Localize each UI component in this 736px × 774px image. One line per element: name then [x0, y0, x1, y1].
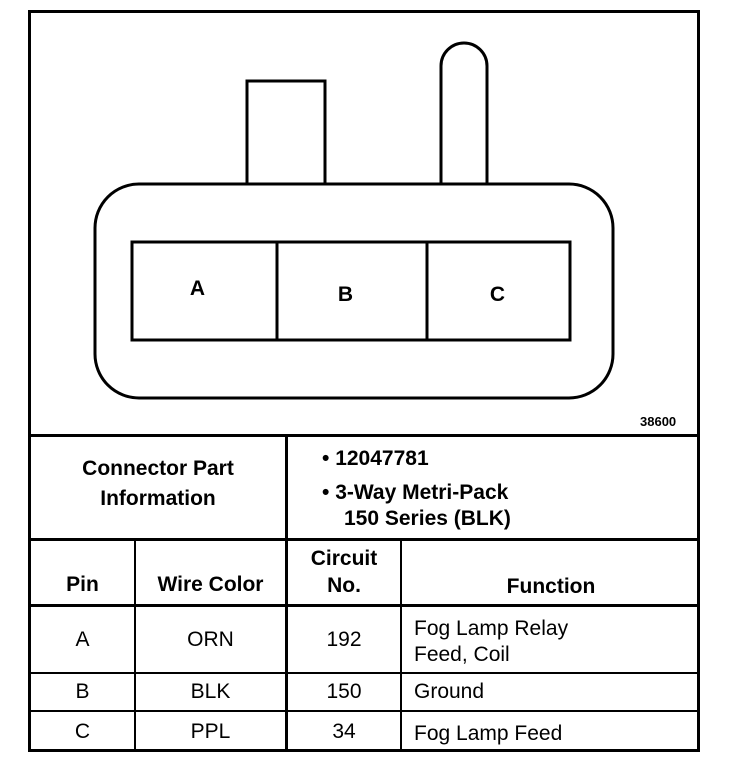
header-wire-color: Wire Color — [157, 573, 264, 596]
header-circuit-line2: No. — [327, 574, 361, 597]
cavity-label-b: B — [337, 283, 354, 306]
row-a-pin: A — [75, 627, 90, 651]
row-b-circuit: 150 — [326, 680, 362, 703]
row-c-wire-color: PPL — [190, 720, 231, 743]
cavity-label-c: C — [489, 283, 506, 306]
cavity-label-a: A — [189, 277, 206, 300]
header-circuit-line1: Circuit — [310, 547, 378, 570]
row-a-function-line2: Feed, Coil — [414, 643, 510, 666]
connector-latch-tab — [247, 81, 325, 185]
row-c-function: Fog Lamp Feed — [414, 722, 563, 745]
list-item: • 3-Way Metri-Pack — [322, 481, 509, 504]
header-function: Function — [506, 575, 596, 598]
connector-info-label-line1: Connector Part — [82, 457, 234, 480]
list-item: • 12047781 — [322, 447, 429, 470]
connector-info-label-line2: Information — [100, 487, 216, 510]
table-top-border — [28, 434, 700, 437]
figure-number: 38600 — [640, 414, 677, 429]
row-c-circuit: 34 — [332, 720, 356, 743]
connector-description-line1: 3-Way Metri-Pack — [335, 481, 509, 504]
row-b-wire-color: BLK — [190, 680, 231, 703]
connector-info-list — [322, 446, 511, 532]
column-divider — [400, 538, 402, 752]
row-c-pin: C — [74, 720, 91, 743]
row-a-circuit: 192 — [326, 627, 362, 651]
info-divider — [28, 538, 700, 541]
connector-description-line2: 150 Series (BLK) — [344, 507, 511, 530]
row-a-wire-color: ORN — [187, 627, 234, 651]
row-b-function: Ground — [414, 680, 485, 703]
connector-terminal-post — [441, 43, 487, 185]
row-b-pin: B — [75, 680, 90, 703]
header-pin: Pin — [66, 573, 99, 596]
row-a-function-line1: Fog Lamp Relay — [414, 617, 569, 640]
list-item — [322, 506, 511, 532]
part-number: 12047781 — [335, 447, 429, 470]
